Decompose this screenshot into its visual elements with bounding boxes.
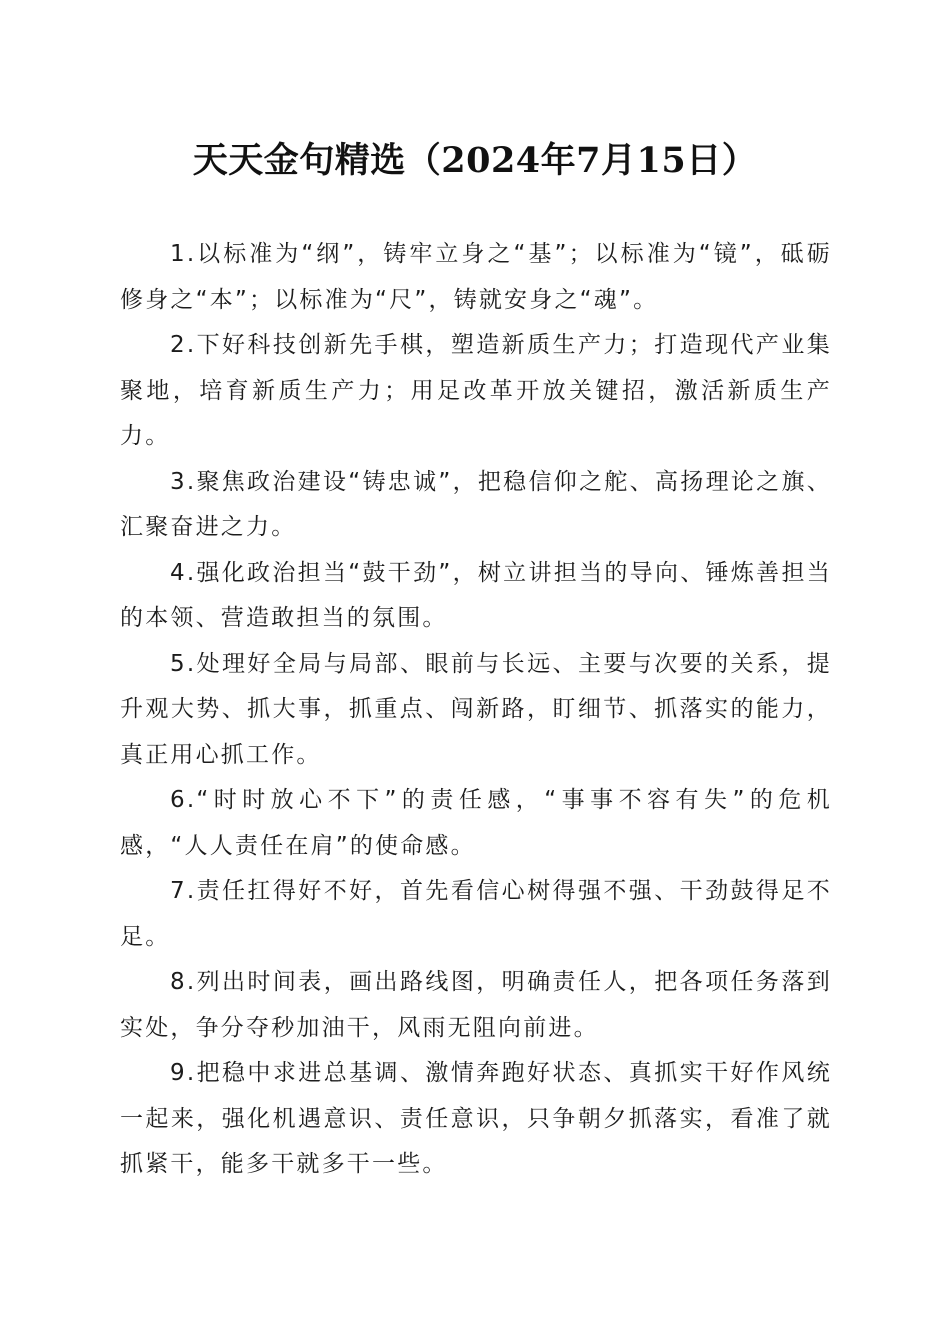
quote-item-2: 2.下好科技创新先手棋，塑造新质生产力；打造现代产业集聚地，培育新质生产力；用足改革开放关键招，激活新质生产力。 — [120, 332, 832, 449]
quote-item-4: 4.强化政治担当“鼓干劲”，树立讲担当的导向、锤炼善担当的本领、营造敢担当的氛围。 — [120, 559, 832, 631]
document-title: 天天金句精选（2024年7月15日） — [192, 140, 758, 181]
quote-item-7: 7.责任扛得好不好，首先看信心树得强不强、干劲鼓得足不足。 — [120, 878, 832, 950]
quote-item-9: 9.把稳中求进总基调、激情奔跑好状态、真抓实干好作风统一起来，强化机遇意识、责任意识，只争朝夕抓落实，看准了就抓紧干，能多干就多干一些。 — [120, 1060, 832, 1177]
quote-item-8: 8.列出时间表，画出路线图，明确责任人，把各项任务落到实处，争分夺秒加油干，风雨无阻向前进。 — [120, 969, 832, 1041]
document-body — [120, 232, 832, 1188]
quote-item-1: 1.以标准为“纲”，铸牢立身之“基”；以标准为“镜”，砥砺修身之“本”；以标准为“尺”，铸就安身之“魂”。 — [120, 241, 832, 313]
quote-item-3: 3.聚焦政治建设“铸忠诚”，把稳信仰之舵、高扬理论之旗、汇聚奋进之力。 — [120, 468, 832, 540]
quote-item-6: 6.“时时放心不下”的责任感，“事事不容有失”的危机感，“人人责任在肩”的使命感。 — [120, 787, 832, 859]
quote-item-5: 5.处理好全局与局部、眼前与长远、主要与次要的关系，提升观大势、抓大事，抓重点、闯新路，盯细节、抓落实的能力，真正用心抓工作。 — [120, 650, 832, 768]
